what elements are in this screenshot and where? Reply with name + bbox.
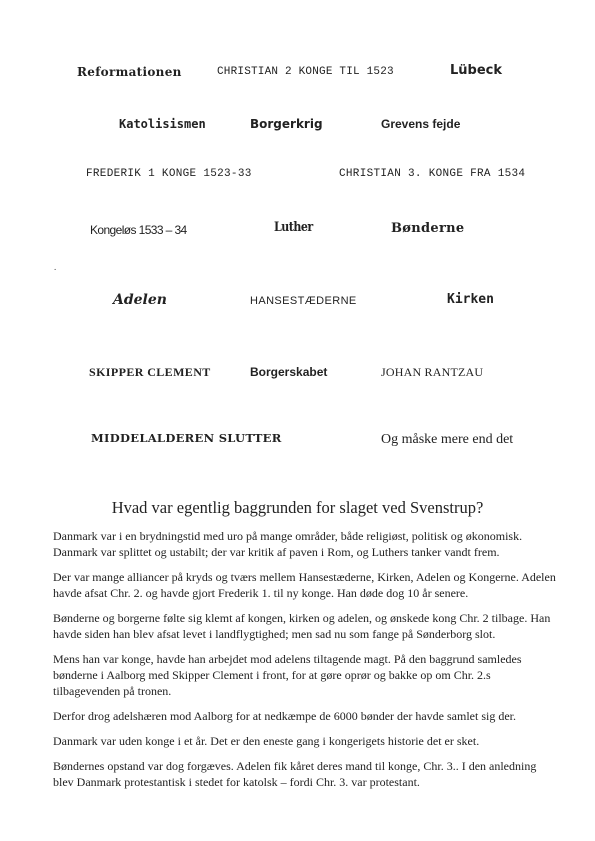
- keyword-lubeck: Lübeck: [450, 63, 503, 78]
- paragraph: Danmark var i en brydningstid med uro på mange områder, både religiøst, politisk og økonomisk. Danmark var splittet og ustabilt; der var kritik af paven i Rom, og Luthers tanker vandt frem.: [53, 529, 523, 559]
- stray-mark: .: [54, 262, 57, 272]
- keyword-johan-rantzau: JOHAN RANTZAU: [381, 365, 484, 379]
- paragraph: Danmark var uden konge i et år. Det er den eneste gang i kongerigets historie det er sket.: [53, 734, 480, 748]
- keyword-hansestaederne: HANSESTÆDERNE: [250, 295, 357, 307]
- keyword-borgerskabet: Borgerskabet: [250, 365, 328, 379]
- paragraph: Derfor drog adelshæren mod Aalborg for at nedkæmpe de 6000 bønder der havde samlet sig der.: [53, 709, 516, 723]
- keyword-katolisismen: Katolisismen: [119, 117, 206, 131]
- keyword-grevens-fejde: Grevens fejde: [381, 117, 461, 131]
- keyword-frederik-1: FREDERIK 1 KONGE 1523-33: [86, 168, 252, 180]
- keyword-mere-end-det: Og måske mere end det: [381, 432, 514, 447]
- keyword-reformationen: Reformationen: [77, 65, 182, 79]
- keyword-adelen: Adelen: [113, 292, 167, 308]
- keyword-christian-3: CHRISTIAN 3. KONGE FRA 1534: [339, 168, 526, 180]
- keyword-christian-2: CHRISTIAN 2 KONGE TIL 1523: [217, 66, 394, 78]
- keyword-luther: Luther: [274, 220, 313, 235]
- keyword-borgerkrig: Borgerkrig: [250, 117, 323, 131]
- body-text: [53, 528, 558, 799]
- keyword-kirken: Kirken: [447, 292, 494, 307]
- paragraph: Mens han var konge, havde han arbejdet mod adelens tiltagende magt. På den baggrund samledes bønderne i Aalborg med Skipper Clement i front, for at gøre oprør og bakke op om Chr. 2.s tilbagevenden på tronen.: [53, 652, 522, 698]
- paragraph: Bøndernes opstand var dog forgæves. Adelen fik kåret deres mand til konge, Chr. 3.. I den anledning blev Danmark protestantisk i stedet for katolsk – fordi Chr. 3. var protestant.: [53, 759, 537, 789]
- page-heading: Hvad var egentlig baggrunden for slaget ved Svenstrup?: [111, 498, 484, 517]
- keyword-kongelos: Kongeløs 1533 – 34: [90, 223, 187, 237]
- paragraph: Der var mange alliancer på kryds og tværs mellem Hansestæderne, Kirken, Adelen og Kongerne. Adelen havde afsat Chr. 2. og havde gjort Frederik 1. til ny konge. Han døde dog 10 år senere.: [53, 570, 556, 600]
- keyword-skipper-clement: SKIPPER CLEMENT: [89, 365, 211, 379]
- keyword-middelalderen-slutter: MIDDELALDEREN SLUTTER: [91, 431, 282, 445]
- keyword-bonderne: Bønderne: [391, 221, 465, 236]
- paragraph: Bønderne og borgerne følte sig klemt af kongen, kirken og adelen, og ønskede kong Chr. 2 tilbage. Han havde siden han blev afsat levet i landflygtighed; men sad nu som fange på Sønderborg slot.: [53, 611, 551, 641]
